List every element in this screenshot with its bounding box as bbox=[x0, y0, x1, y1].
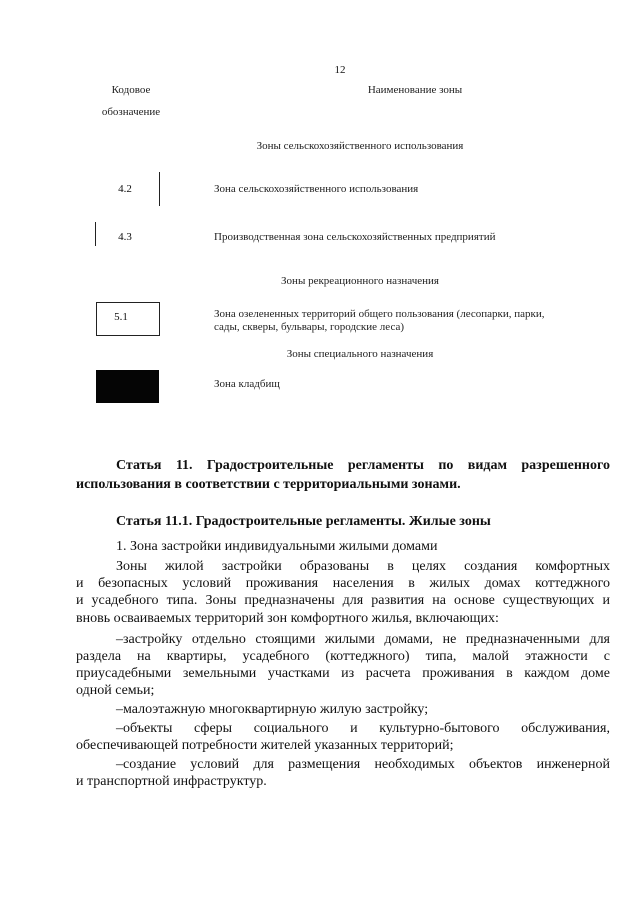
paragraph-line: и безопасных условий проживания населения в жилых домах коттеджного bbox=[76, 576, 610, 591]
list-item-line: –создание условий для размещения необходимых объектов инженерной bbox=[116, 757, 610, 772]
article-11-title-line1: Статья 11. Градостроительные регламенты по видам разрешенного bbox=[116, 458, 610, 473]
list-item-line: –малоэтажную многоквартирную жилую застройку; bbox=[116, 702, 429, 717]
paragraph-line: Зоны жилой застройки образованы в целях создания комфортных bbox=[116, 559, 610, 574]
list-item-line: –объекты сферы социального и культурно-бытового обслуживания, bbox=[116, 721, 610, 736]
code-column-header-line2: обозначение bbox=[101, 106, 161, 118]
zone-group-title-recreational: Зоны рекреационного назначения bbox=[281, 275, 439, 287]
paragraph-line: и усадебного типа. Зоны предназначены для развития на основе существующих и bbox=[76, 593, 610, 608]
article-11-1-title: Статья 11.1. Градостроительные регламенты. Жилые зоны bbox=[116, 514, 491, 529]
article-11-title-line2: использования в соответствии с территориальными зонами. bbox=[76, 477, 461, 492]
zone-name-green-areas-line2: сады, скверы, бульвары, городские леса) bbox=[214, 321, 405, 333]
zone-code-4-3: 4.3 bbox=[118, 231, 132, 243]
zone-group-title-special: Зоны специального назначения bbox=[286, 348, 434, 360]
paragraph-line: вновь осваиваемых территорий зон комфортного жилья, включающих: bbox=[76, 611, 499, 626]
list-item-line: –застройку отдельно стоящими жилыми домами, не предназначенными для bbox=[116, 632, 610, 647]
zone-group-title-agricultural: Зоны сельскохозяйственного использования bbox=[256, 140, 464, 152]
zone-name-cemetery: Зона кладбищ bbox=[214, 378, 280, 390]
zone-name-agricultural: Зона сельскохозяйственного использования bbox=[214, 183, 419, 195]
zone-name-agricultural-enterprises: Производственная зона сельскохозяйственных предприятий bbox=[214, 231, 496, 243]
code-box-border bbox=[159, 172, 160, 206]
list-item-line: обеспечивающей потребности жителей указанных территорий; bbox=[76, 738, 454, 753]
list-item-line: одной семьи; bbox=[76, 683, 155, 698]
code-box-border bbox=[95, 222, 96, 246]
zone-code-box-cemetery bbox=[96, 370, 159, 403]
name-column-header: Наименование зоны bbox=[367, 84, 463, 96]
zone-code-4-2: 4.2 bbox=[118, 183, 132, 195]
list-item-line: и транспортной инфраструктур. bbox=[76, 774, 267, 789]
zone-name-green-areas-line1: Зона озелененных территорий общего пользования (лесопарки, парки, bbox=[214, 308, 545, 320]
code-column-header-line1: Кодовое bbox=[111, 84, 151, 96]
list-item-line: раздела на квартиры, усадебного (коттеджного) типа, малой этажности с bbox=[76, 649, 610, 664]
zone-code-5-1: 5.1 bbox=[114, 311, 128, 323]
subsection-title: 1. Зона застройки индивидуальными жилыми домами bbox=[116, 539, 438, 554]
page-number: 12 bbox=[334, 64, 346, 76]
list-item-line: приусадебными земельными участками из расчета проживания в каждом доме bbox=[76, 666, 610, 681]
